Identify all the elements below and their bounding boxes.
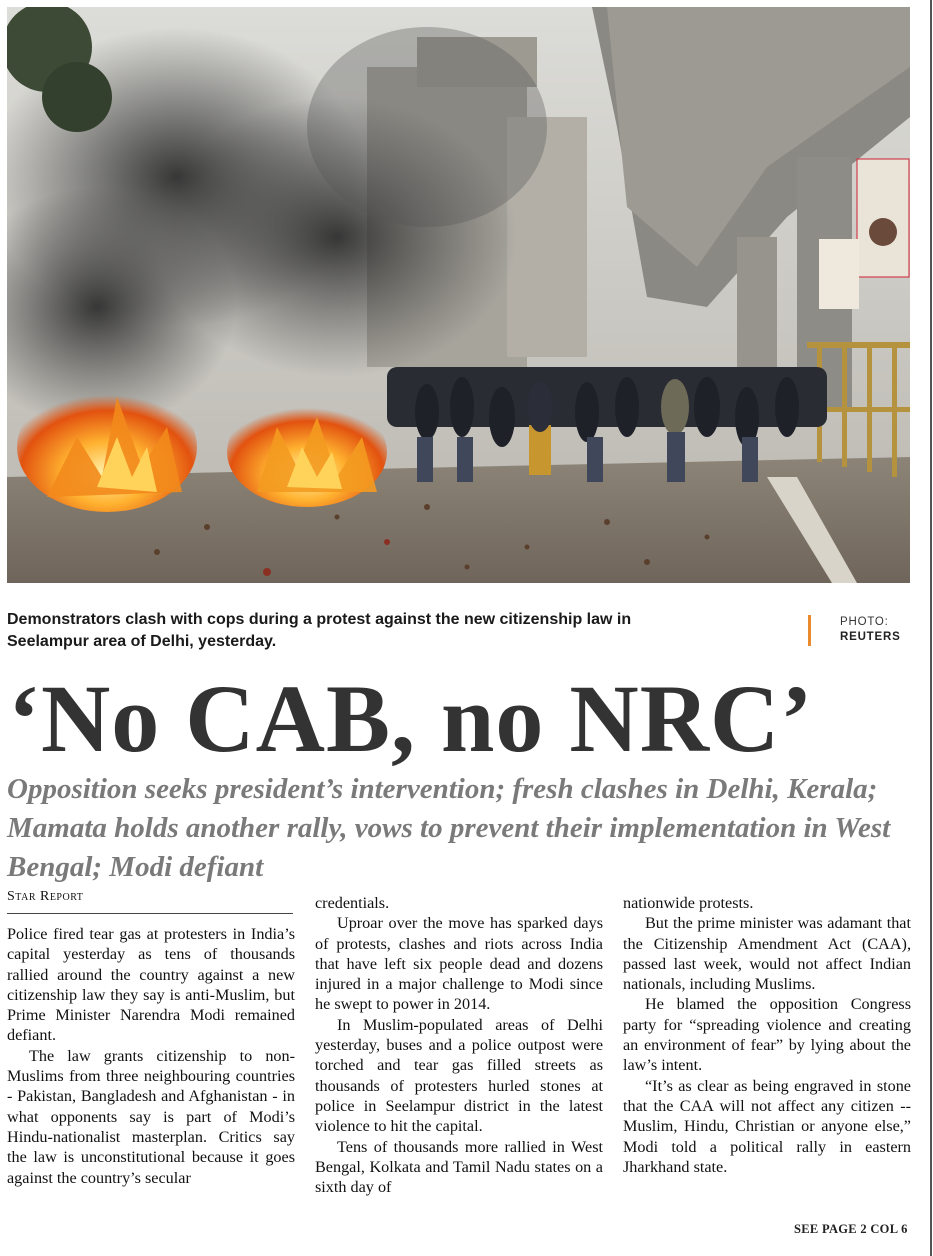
photo-credit-label: PHOTO:: [840, 616, 889, 628]
column-rule: [930, 0, 932, 1256]
paragraph: In Muslim-populated areas of Delhi yesterday, buses and a police outpost were torched and tear gas filled streets as thousands of protesters hurled stones at police in Seelampur district in the latest violence to hit the capital.: [315, 1015, 603, 1136]
paragraph: Uproar over the move has sparked days of protests, clashes and riots across India that have left six people dead and dozens injured in a major challenge to Modi since he swept to power in 2014.: [315, 914, 603, 1014]
paragraph: But the prime minister was adamant that the Citizenship Amendment Act (CAA), passed last week, would not affect Indian nationals, including Muslims.: [623, 914, 911, 994]
paragraph: Tens of thousands more rallied in West Bengal, Kolkata and Tamil Nadu states on a sixth day of: [315, 1137, 603, 1197]
paragraph: He blamed the opposition Congress party for “spreading violence and creating an environment of fear” by lying about the law’s intent.: [623, 995, 911, 1075]
deck-subheadline: Opposition seeks president’s intervention; fresh clashes in Delhi, Kerala; Mamata holds another rally, vows to prevent their implementation in West Bengal; Modi defiant: [7, 773, 891, 883]
continued-on-page-link[interactable]: SEE PAGE 2 COL 6: [790, 1222, 908, 1237]
headline: ‘No CAB, no NRC’: [8, 665, 814, 772]
photo-caption: Demonstrators clash with cops during a protest against the new citizenship law in Seelampur area of Delhi, yesterday.: [7, 611, 632, 650]
article-column-3: [623, 893, 911, 1177]
photo-credit: [808, 615, 901, 646]
article-column-1: [7, 924, 295, 1188]
byline: Star Report: [7, 889, 293, 914]
article-column-2: [315, 893, 603, 1197]
paragraph: The law grants citizenship to non-Muslims from three neighbouring countries - Pakistan, Bangladesh and Afghanistan - in what opponents say is part of Modi’s Hindu-nationalist masterplan. Critics say the law is unconstitutional because it goes against the country’s secular: [7, 1046, 295, 1187]
paragraph: Police fired tear gas at protesters in India’s capital yesterday as tens of thousands rallied around the country against a new citizenship law they say is anti-Muslim, but Prime Minister Narendra Modi remained defiant.: [7, 925, 295, 1045]
paragraph: “It’s as clear as being engraved in stone that the CAA will not affect any citizen -- Muslim, Hindu, Christian or anyone else,” Modi told a political rally in eastern Jharkhand state.: [623, 1076, 911, 1176]
photo-credit-agency: REUTERS: [840, 631, 901, 643]
protest-scene-illustration: [7, 7, 910, 583]
paragraph: nationwide protests.: [623, 894, 754, 912]
news-photo: [7, 7, 910, 583]
paragraph: credentials.: [315, 894, 390, 912]
